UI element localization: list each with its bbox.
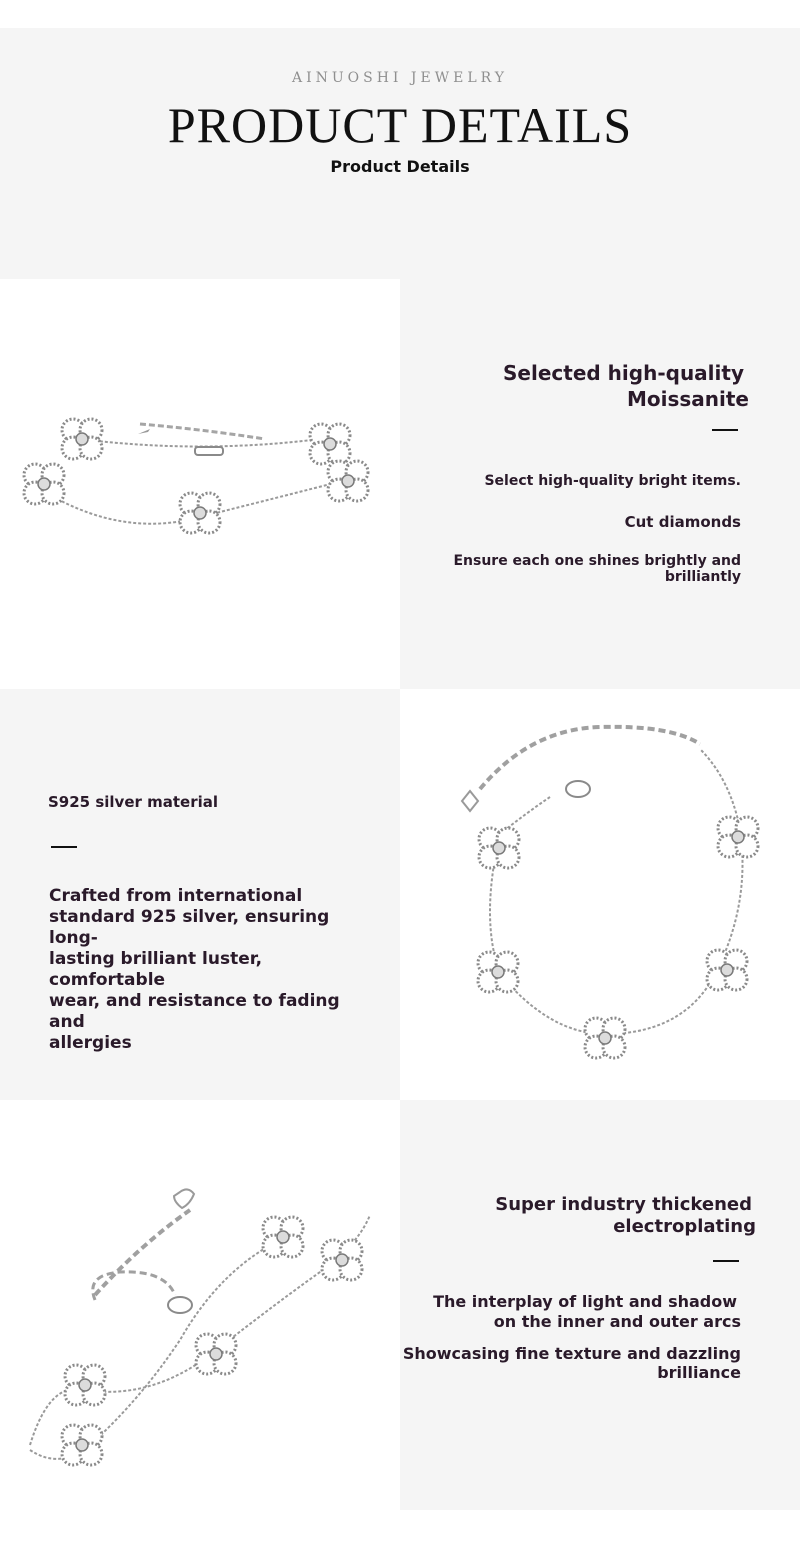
page-subtitle: Product Details bbox=[330, 157, 470, 176]
clover-charm-icon bbox=[196, 1334, 236, 1374]
clover-charm-icon bbox=[322, 1240, 362, 1280]
clover-charm-icon bbox=[62, 1425, 102, 1465]
lobster-clasp-icon bbox=[195, 447, 223, 455]
divider bbox=[712, 429, 738, 431]
heart-tag-icon bbox=[462, 791, 478, 811]
clover-charm-icon bbox=[478, 952, 518, 992]
section2-heading: S925 silver material bbox=[48, 793, 219, 811]
section-electroplating bbox=[0, 1100, 800, 1510]
lobster-clasp-icon bbox=[566, 781, 590, 797]
clover-charm-icon bbox=[707, 950, 747, 990]
divider bbox=[51, 846, 77, 848]
clover-charm-icon bbox=[585, 1018, 625, 1058]
page-title: PRODUCT DETAILS bbox=[167, 97, 633, 153]
section1-line-2: Cut diamonds bbox=[624, 513, 741, 531]
section-silver bbox=[0, 689, 800, 1100]
clover-charm-icon bbox=[65, 1365, 105, 1405]
section1-line-1: Select high-quality bright items. bbox=[484, 473, 741, 489]
clover-charm-icon bbox=[62, 419, 102, 459]
clover-charm-icon bbox=[328, 461, 368, 501]
section3-line-2: Showcasing fine texture and dazzling brilliance bbox=[402, 1344, 741, 1382]
section1-heading: Selected high-quality Moissanite bbox=[503, 361, 749, 411]
bracelet-image-2 bbox=[400, 689, 800, 1100]
section3-heading: Super industry thickened electroplating bbox=[495, 1194, 756, 1237]
section2-body: Crafted from international standard 925 silver, ensuring long- lasting brilliant luster, comfortable wear, and resistance to fading and allergies bbox=[49, 886, 340, 1053]
section1-line-3: Ensure each one shines brightly and brilliantly bbox=[453, 553, 741, 585]
clover-charm-icon bbox=[24, 464, 64, 504]
clover-charm-icon bbox=[479, 828, 519, 868]
heart-tag-icon bbox=[174, 1189, 194, 1208]
clover-charm-icon bbox=[718, 817, 758, 857]
lobster-clasp-icon bbox=[168, 1297, 192, 1313]
header-banner bbox=[0, 28, 800, 279]
bracelet-image-1 bbox=[0, 279, 400, 689]
clover-charm-icon bbox=[310, 424, 350, 464]
section3-line-1: The interplay of light and shadow on the inner and outer arcs bbox=[433, 1292, 741, 1331]
heart-tag-icon bbox=[138, 429, 150, 434]
divider bbox=[713, 1260, 739, 1262]
bracelet-image-3 bbox=[0, 1100, 400, 1510]
clover-charm-icon bbox=[180, 493, 220, 533]
clover-charm-icon bbox=[263, 1217, 303, 1257]
section-moissanite bbox=[0, 279, 800, 689]
brand-name: AINUOSHI JEWELRY bbox=[291, 70, 509, 86]
